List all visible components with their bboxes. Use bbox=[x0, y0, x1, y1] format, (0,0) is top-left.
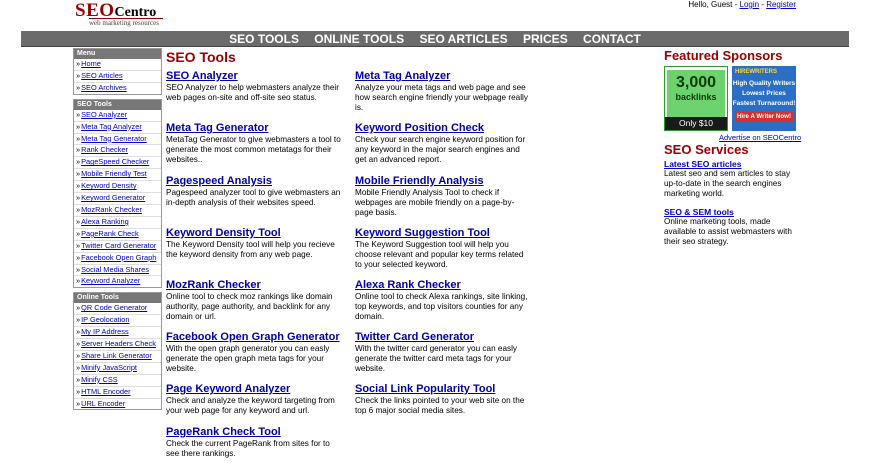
tool-description: Online tool to check Alexa rankings, site linking, top keywords, and top visitors counties for any domain. bbox=[355, 292, 528, 322]
sidebar-menu-list bbox=[74, 59, 161, 94]
backlinks-unit: backlinks bbox=[675, 92, 717, 102]
sidebar-menu-link[interactable]: Home bbox=[81, 59, 101, 68]
sidebar-online-tool-link[interactable]: Server Headers Check bbox=[81, 339, 156, 349]
bullet-icon: » bbox=[76, 315, 81, 325]
top-nav bbox=[21, 31, 849, 47]
sidebar-online-tool-link[interactable]: Minify JavaScript bbox=[81, 362, 137, 372]
right-column bbox=[664, 48, 854, 247]
hirewriters-brand: HIREWRITERS bbox=[735, 69, 777, 75]
tool-title-link[interactable]: Mobile Friendly Analysis bbox=[355, 175, 484, 187]
sidebar-seo-tool-item bbox=[74, 157, 161, 169]
bullet-icon: » bbox=[76, 82, 81, 92]
sidebar-online-tool-link[interactable]: URL Encoder bbox=[81, 398, 126, 408]
sidebar-menu-link[interactable]: SEO Articles bbox=[81, 70, 123, 80]
sidebar-online-tool-item bbox=[74, 387, 161, 399]
tool-card bbox=[166, 175, 341, 208]
bullet-icon: » bbox=[76, 398, 81, 408]
bullet-icon: » bbox=[76, 216, 81, 226]
sidebar-seo-tool-link[interactable]: Keyword Analyzer bbox=[81, 276, 141, 286]
login-link[interactable]: Login bbox=[739, 0, 760, 9]
featured-sponsors-title: Featured Sponsors bbox=[664, 48, 783, 63]
sidebar-seo-tool-item bbox=[74, 276, 161, 287]
sidebar-seo-tools-title: SEO Tools bbox=[74, 100, 161, 110]
service-desc-articles: Latest seo and sem articles to stay up-to-date in the search engines marketing world. bbox=[664, 169, 791, 199]
service-desc-tools: Online marketing tools, made available to assist webmasters with their seo strategy. bbox=[664, 216, 792, 247]
sidebar-seo-tool-item bbox=[74, 181, 161, 193]
sidebar-online-tool-link[interactable]: Share Link Generator bbox=[81, 350, 152, 360]
hirewriters-line-1: High Quality Writers bbox=[732, 80, 796, 87]
tool-card bbox=[166, 383, 341, 416]
tool-card bbox=[355, 383, 530, 416]
sidebar bbox=[73, 48, 162, 414]
tool-title-link[interactable]: MozRank Checker bbox=[166, 279, 261, 291]
tool-card bbox=[355, 227, 530, 271]
tool-title-link[interactable]: Page Keyword Analyzer bbox=[166, 383, 291, 395]
bullet-icon: » bbox=[76, 350, 81, 360]
service-link-articles[interactable]: Latest SEO articles bbox=[664, 159, 742, 169]
tool-title-link[interactable]: Keyword Density Tool bbox=[166, 227, 281, 239]
bullet-icon: » bbox=[76, 374, 81, 384]
backlinks-banner[interactable] bbox=[664, 66, 728, 131]
tool-title-link[interactable]: Keyword Suggestion Tool bbox=[355, 227, 490, 239]
tool-title-link[interactable]: Meta Tag Generator bbox=[166, 122, 269, 134]
hirewriters-line-2: Lowest Prices bbox=[742, 90, 786, 97]
backlinks-count: 3,000 bbox=[675, 74, 717, 91]
sidebar-online-tool-item bbox=[74, 351, 161, 363]
bullet-icon: » bbox=[76, 339, 81, 349]
tool-description: Pagespeed analyzer tool to give webmasters an in-depth analysis of their websites speed. bbox=[166, 188, 341, 208]
sidebar-online-tool-item bbox=[74, 315, 161, 327]
tool-description: Analyze your meta tags and web page and see how search engine friendly your webpage really is. bbox=[355, 83, 528, 113]
sidebar-online-tools-title: Online Tools bbox=[74, 293, 161, 303]
sidebar-seo-tools-list bbox=[74, 110, 161, 288]
tool-card bbox=[355, 331, 530, 375]
tool-description: With the twitter card generator you can easly generate the twitter card meta tags for your website. bbox=[355, 344, 518, 374]
sidebar-online-tool-item bbox=[74, 327, 161, 339]
tool-description: With the open graph generator you can easly generate the open graph meta tags for your website. bbox=[166, 344, 330, 374]
bullet-icon: » bbox=[76, 70, 81, 80]
nav-seo-tools[interactable]: SEO TOOLS bbox=[229, 32, 299, 46]
hirewriters-banner[interactable] bbox=[732, 66, 796, 131]
sidebar-online-tool-link[interactable]: IP Geolocation bbox=[81, 315, 130, 325]
page-title: SEO Tools bbox=[166, 49, 236, 65]
sidebar-seo-tool-item bbox=[74, 169, 161, 181]
sidebar-seo-tool-item bbox=[74, 241, 161, 253]
sidebar-seo-tool-item bbox=[74, 134, 161, 146]
tool-title-link[interactable]: Facebook Open Graph Generator bbox=[166, 331, 340, 343]
tool-description: Mobile Friendly Analysis Tool to check if webpages are mobile friendly on a page-by-page basis. bbox=[355, 188, 515, 218]
tool-description: Check the current PageRank from sites for to see there rankings. bbox=[166, 439, 330, 459]
bullet-icon: » bbox=[76, 264, 81, 274]
tool-title-link[interactable]: Alexa Rank Checker bbox=[355, 279, 461, 291]
tool-description: Check your search engine keyword position for any keyword in the major search engines and get an advanced report. bbox=[355, 135, 526, 165]
user-bar bbox=[688, 0, 796, 9]
sidebar-menu-item bbox=[74, 71, 161, 83]
tool-card bbox=[166, 70, 341, 103]
sidebar-seo-tool-item bbox=[74, 265, 161, 277]
sidebar-seo-tool-item bbox=[74, 253, 161, 265]
sidebar-menu-link[interactable]: SEO Archives bbox=[81, 82, 127, 92]
sidebar-online-tool-link[interactable]: My IP Address bbox=[81, 327, 129, 337]
sidebar-online-tool-item bbox=[74, 363, 161, 375]
sidebar-seo-tool-item bbox=[74, 217, 161, 229]
bullet-icon: » bbox=[76, 303, 81, 313]
tool-description: Check the links pointed to your web site on the top 6 major social media sites. bbox=[355, 396, 525, 416]
tool-card bbox=[166, 227, 341, 260]
tool-card bbox=[166, 331, 341, 375]
bullet-icon: » bbox=[76, 109, 81, 119]
bullet-icon: » bbox=[76, 362, 81, 372]
nav-online-tools[interactable]: ONLINE TOOLS bbox=[314, 32, 405, 46]
sidebar-seo-tool-item bbox=[74, 193, 161, 205]
tool-title-link[interactable]: Pagespeed Analysis bbox=[166, 175, 272, 187]
sidebar-seo-tool-link[interactable]: PageRank Check bbox=[81, 228, 139, 238]
tool-title-link[interactable]: Keyword Position Check bbox=[355, 122, 484, 134]
tool-description: MetaTag Generator to give webmasters a tool to generate the most common metatags for their websites.. bbox=[166, 135, 341, 165]
logo[interactable] bbox=[75, 0, 159, 27]
sidebar-menu-title: Menu bbox=[74, 49, 161, 59]
tool-description: Online tool to check moz rankings like domain authority, page authority, and backlink for any domain or url. bbox=[166, 292, 333, 322]
backlinks-banner-body bbox=[667, 70, 725, 118]
backlinks-price: Only $10 bbox=[665, 117, 727, 130]
logo-tagline: web marketing resources bbox=[89, 18, 163, 27]
tool-title-link[interactable]: SEO Analyzer bbox=[166, 70, 238, 82]
bullet-icon: » bbox=[76, 204, 81, 214]
tool-title-link[interactable]: Meta Tag Analyzer bbox=[355, 70, 451, 82]
advertise-link[interactable]: Advertise on SEOCentro bbox=[719, 133, 802, 142]
sidebar-online-tool-item bbox=[74, 339, 161, 351]
bullet-icon: » bbox=[76, 133, 81, 143]
tool-card bbox=[166, 122, 341, 166]
nav-contact[interactable]: CONTACT bbox=[583, 32, 641, 46]
tool-title-link[interactable]: PageRank Check Tool bbox=[166, 426, 281, 438]
sidebar-seo-tool-item bbox=[74, 205, 161, 217]
sidebar-seo-tool-item bbox=[74, 229, 161, 241]
sidebar-online-tool-item bbox=[74, 303, 161, 315]
bullet-icon: » bbox=[76, 181, 81, 191]
hirewriters-line-3: Fastest Turnaround! bbox=[732, 100, 796, 107]
sidebar-menu-item bbox=[74, 59, 161, 71]
sidebar-seo-tool-item bbox=[74, 122, 161, 134]
sidebar-seo-tool-link[interactable]: Meta Tag Analyzer bbox=[81, 121, 142, 131]
sidebar-seo-tool-link[interactable]: Alexa Ranking bbox=[81, 216, 129, 226]
bullet-icon: » bbox=[76, 59, 81, 68]
nav-prices[interactable]: PRICES bbox=[523, 32, 568, 46]
sidebar-seo-tool-link[interactable]: PageSpeed Checker bbox=[81, 157, 150, 167]
bullet-icon: » bbox=[76, 157, 81, 167]
tool-card bbox=[355, 122, 530, 166]
bullet-icon: » bbox=[76, 228, 81, 238]
sidebar-online-tool-link[interactable]: Minify CSS bbox=[81, 374, 118, 384]
bullet-icon: » bbox=[76, 193, 81, 203]
sponsor-banners bbox=[664, 66, 854, 132]
sidebar-seo-tool-link[interactable]: Keyword Generator bbox=[81, 193, 146, 203]
user-bar-separator: - bbox=[759, 0, 767, 9]
sidebar-seo-tools-box bbox=[73, 99, 162, 289]
main-content bbox=[166, 49, 546, 66]
greeting: Hello, Guest - bbox=[688, 0, 740, 9]
sidebar-online-tool-link[interactable]: QR Code Generator bbox=[81, 303, 148, 313]
bullet-icon: » bbox=[76, 386, 81, 396]
seo-services-title: SEO Services bbox=[664, 142, 749, 157]
tool-card bbox=[355, 70, 530, 114]
sidebar-online-tool-item bbox=[74, 375, 161, 387]
tool-description: The Keyword Density tool will help you recieve the keyword density from any web page. bbox=[166, 240, 335, 260]
tool-description: SEO Analyzer to help webmasters analyze their web pages on-site and off-site seo status. bbox=[166, 83, 339, 103]
bullet-icon: » bbox=[76, 240, 81, 250]
bullet-icon: » bbox=[76, 145, 81, 155]
tool-description: Check and analyze the keyword targeting from your web page for any keyword and url. bbox=[166, 396, 335, 416]
tool-description: The Keyword Suggestion tool will help you choose relevant and popular key terms related to your selected keyword. bbox=[355, 240, 524, 270]
tool-title-link[interactable]: Social Link Popularity Tool bbox=[355, 383, 496, 395]
sidebar-menu-box bbox=[73, 48, 162, 95]
logo-seo: SEO bbox=[75, 0, 115, 21]
bullet-icon: » bbox=[76, 252, 81, 262]
logo-centro: Centro bbox=[114, 5, 157, 20]
sidebar-seo-tool-item bbox=[74, 110, 161, 122]
sidebar-online-tool-link[interactable]: HTML Encoder bbox=[81, 386, 131, 396]
sidebar-online-tool-item bbox=[74, 399, 161, 410]
tool-title-link[interactable]: Twitter Card Generator bbox=[355, 331, 474, 343]
sidebar-seo-tool-link[interactable]: MozRank Checker bbox=[81, 204, 142, 214]
bullet-icon: » bbox=[76, 169, 81, 179]
tool-card bbox=[355, 279, 530, 323]
tool-card bbox=[355, 175, 530, 219]
bullet-icon: » bbox=[76, 276, 81, 286]
service-link-tools[interactable]: SEO & SEM tools bbox=[664, 206, 734, 217]
sidebar-seo-tool-item bbox=[74, 145, 161, 157]
sidebar-seo-tool-link[interactable]: Meta Tag Generator bbox=[81, 133, 147, 143]
sidebar-seo-tool-link[interactable]: Twitter Card Generator bbox=[81, 240, 157, 250]
sidebar-seo-tool-link[interactable]: Rank Checker bbox=[81, 145, 128, 155]
bullet-icon: » bbox=[76, 121, 81, 131]
sidebar-seo-tool-link[interactable]: Facebook Open Graph bbox=[81, 252, 157, 262]
nav-seo-articles[interactable]: SEO ARTICLES bbox=[419, 32, 508, 46]
sidebar-seo-tool-link[interactable]: Social Media Shares bbox=[81, 264, 149, 274]
sidebar-online-tools-list bbox=[74, 303, 161, 409]
register-link[interactable]: Register bbox=[766, 0, 796, 9]
sidebar-seo-tool-link[interactable]: Keyword Density bbox=[81, 181, 137, 191]
sidebar-online-tools-box bbox=[73, 292, 162, 410]
hire-writer-button[interactable]: Hire A Writer Now! bbox=[736, 113, 792, 120]
sidebar-seo-tool-link[interactable]: SEO Analyzer bbox=[81, 109, 128, 119]
sidebar-menu-item bbox=[74, 83, 161, 94]
bullet-icon: » bbox=[76, 327, 81, 337]
tool-card bbox=[166, 279, 341, 323]
tool-card bbox=[166, 426, 341, 459]
sidebar-seo-tool-link[interactable]: Mobile Friendly Test bbox=[81, 169, 147, 179]
